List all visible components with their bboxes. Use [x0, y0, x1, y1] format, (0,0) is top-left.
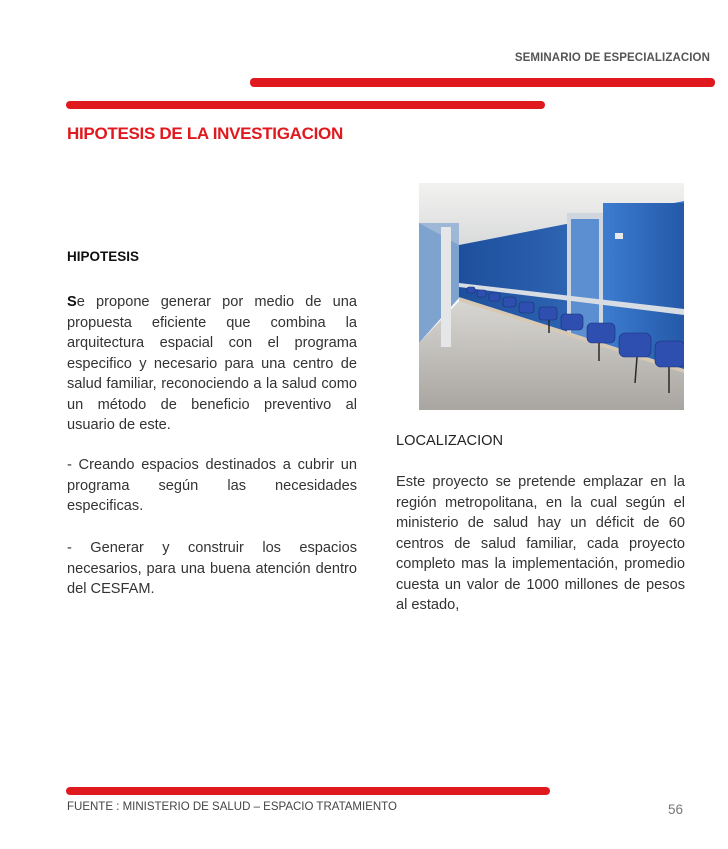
drop-letter: S	[67, 294, 77, 310]
hipotesis-heading: HIPOTESIS	[67, 249, 140, 264]
page-number: 56	[667, 802, 683, 817]
footer-source: FUENTE : MINISTERIO DE SALUD – ESPACIO TRATAMIENTO	[67, 801, 397, 813]
waiting-room-photo	[419, 183, 684, 410]
waiting-room-illustration	[419, 183, 684, 410]
hipotesis-paragraph-1-text: e propone generar por medio de una propuesta eficiente que combina la arquitectura espacial con el programa especifico y necesario para una centro de salud familiar, reconociendo a la salud como un método de beneficio preventivo al usuario de este.	[67, 294, 357, 433]
localizacion-paragraph: Este proyecto se pretende emplazar en la región metropolitana, en la cual según el ministerio de salud hay un déficit de 60 centros de salud familiar, cada proyecto completo mas la implementación, promedio cuesta un valor de 1000 millones de pesos al estado,	[396, 474, 685, 613]
footer-accent-bar	[66, 787, 550, 795]
title-accent-bar	[66, 101, 545, 109]
hipotesis-paragraph-3: - Generar y construir los espacios necesarios, para una buena atención dentro del CESFAM.	[67, 540, 357, 597]
hipotesis-paragraph-1	[67, 292, 357, 436]
hipotesis-paragraph-2: - Creando espacios destinados a cubrir un programa según las necesidades especificas.	[67, 457, 357, 514]
header-title: SEMINARIO DE ESPECIALIZACION	[514, 52, 710, 64]
header-accent-bar	[250, 78, 715, 87]
localizacion-heading: LOCALIZACION	[396, 433, 504, 449]
section-title: HIPOTESIS DE LA INVESTIGACION	[67, 124, 343, 143]
